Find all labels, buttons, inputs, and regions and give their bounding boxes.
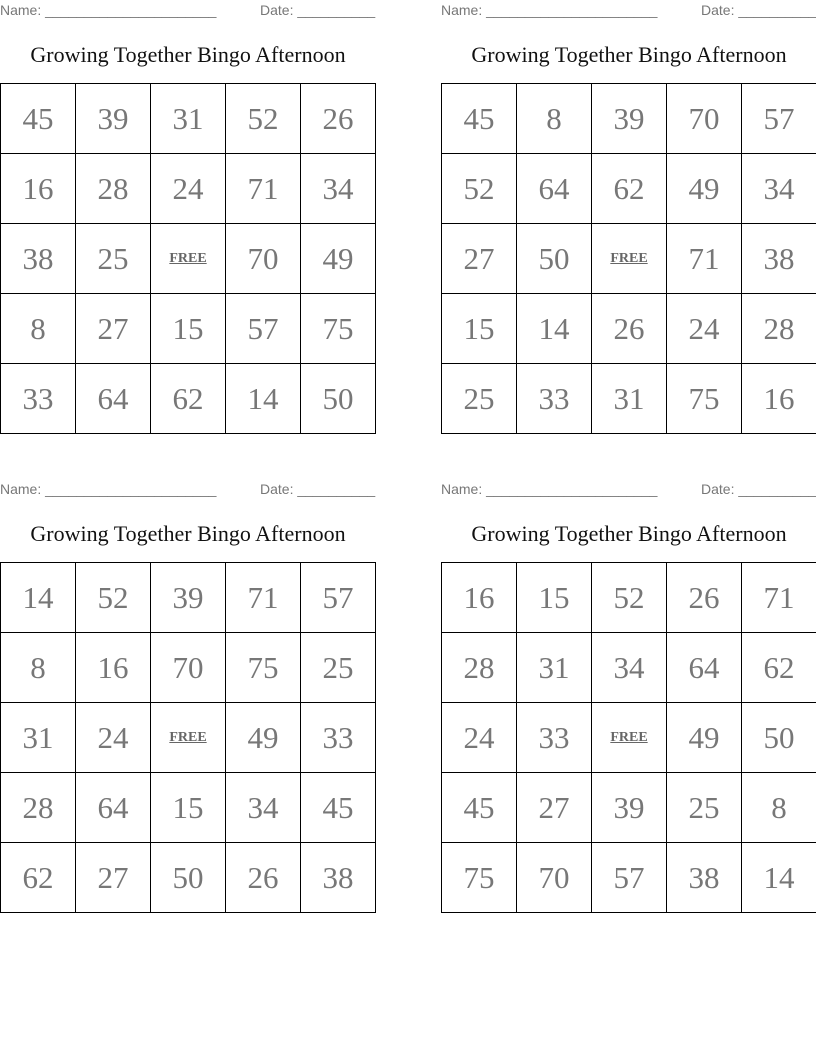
grid-row — [1, 633, 376, 703]
bingo-cell: 15 — [442, 294, 517, 364]
bingo-cell: 24 — [76, 703, 151, 773]
bingo-cell: 28 — [1, 773, 76, 843]
bingo-cell: 33 — [301, 703, 376, 773]
bingo-cell: 14 — [742, 843, 816, 913]
free-space: FREE — [151, 703, 226, 773]
bingo-cell: 14 — [517, 294, 592, 364]
name-field: Name: ______________________ — [441, 481, 658, 497]
grid-row — [1, 364, 376, 434]
bingo-cell: 33 — [1, 364, 76, 434]
bingo-cell: 49 — [301, 224, 376, 294]
free-space: FREE — [592, 703, 667, 773]
bingo-cell: 8 — [1, 633, 76, 703]
bingo-cell: 70 — [226, 224, 301, 294]
card-title: Growing Together Bingo Afternoon — [471, 42, 787, 67]
grid-row — [442, 633, 816, 703]
bingo-cell: 75 — [301, 294, 376, 364]
bingo-cell: 27 — [76, 294, 151, 364]
bingo-cell: 14 — [226, 364, 301, 434]
bingo-cell: 75 — [442, 843, 517, 913]
name-field: Name: ______________________ — [441, 2, 658, 18]
bingo-cell: 33 — [517, 703, 592, 773]
free-space: FREE — [592, 224, 667, 294]
grid-row — [442, 84, 816, 154]
bingo-cell: 27 — [442, 224, 517, 294]
bingo-cell: 57 — [226, 294, 301, 364]
bingo-cell: 34 — [301, 154, 376, 224]
grid-row — [1, 154, 376, 224]
bingo-cell: 49 — [667, 154, 742, 224]
bingo-cell: 49 — [667, 703, 742, 773]
bingo-cell: 31 — [592, 364, 667, 434]
grid-row — [1, 773, 376, 843]
bingo-cell: 39 — [76, 84, 151, 154]
grid-row — [1, 84, 376, 154]
bingo-cell: 24 — [667, 294, 742, 364]
bingo-cell: 15 — [151, 773, 226, 843]
grid-row — [1, 703, 376, 773]
bingo-cell: 57 — [301, 563, 376, 633]
grid-row — [442, 154, 816, 224]
grid-row — [1, 843, 376, 913]
bingo-cell: 14 — [1, 563, 76, 633]
bingo-cell: 50 — [517, 224, 592, 294]
bingo-cell: 70 — [151, 633, 226, 703]
grid-row — [1, 563, 376, 633]
bingo-cell: 71 — [742, 563, 816, 633]
bingo-cell: 26 — [667, 563, 742, 633]
bingo-cell: 64 — [667, 633, 742, 703]
grid-row — [442, 364, 816, 434]
bingo-cell: 62 — [742, 633, 816, 703]
bingo-cell: 71 — [226, 154, 301, 224]
card-title: Growing Together Bingo Afternoon — [30, 521, 346, 546]
bingo-cell: 38 — [301, 843, 376, 913]
bingo-cell: 50 — [151, 843, 226, 913]
card-header — [441, 479, 816, 499]
card-header — [441, 0, 816, 20]
bingo-cell: 45 — [301, 773, 376, 843]
bingo-cell: 71 — [667, 224, 742, 294]
bingo-cell: 38 — [667, 843, 742, 913]
bingo-cell: 71 — [226, 563, 301, 633]
bingo-cell: 57 — [592, 843, 667, 913]
bingo-cell: 28 — [76, 154, 151, 224]
bingo-cell: 15 — [517, 563, 592, 633]
bingo-grid — [441, 83, 816, 434]
grid-row — [442, 563, 816, 633]
bingo-cell: 75 — [226, 633, 301, 703]
bingo-cell: 16 — [442, 563, 517, 633]
bingo-cell: 16 — [742, 364, 816, 434]
bingo-cell: 27 — [76, 843, 151, 913]
bingo-cell: 33 — [517, 364, 592, 434]
bingo-cell: 27 — [517, 773, 592, 843]
bingo-cell: 64 — [76, 773, 151, 843]
bingo-cell: 25 — [667, 773, 742, 843]
date-field: Date: __________ — [260, 481, 376, 497]
date-field: Date: __________ — [701, 2, 816, 18]
bingo-cell: 45 — [1, 84, 76, 154]
bingo-cell: 75 — [667, 364, 742, 434]
bingo-cell: 28 — [742, 294, 816, 364]
bingo-cell: 34 — [742, 154, 816, 224]
card-title: Growing Together Bingo Afternoon — [30, 42, 346, 67]
bingo-cell: 52 — [76, 563, 151, 633]
bingo-cell: 25 — [76, 224, 151, 294]
bingo-cell: 31 — [1, 703, 76, 773]
date-field: Date: __________ — [260, 2, 376, 18]
bingo-cell: 15 — [151, 294, 226, 364]
card-header — [0, 479, 376, 499]
card-header — [0, 0, 376, 20]
bingo-cell: 24 — [442, 703, 517, 773]
bingo-cell: 62 — [592, 154, 667, 224]
grid-row — [1, 224, 376, 294]
bingo-cell: 70 — [517, 843, 592, 913]
bingo-cell: 52 — [592, 563, 667, 633]
grid-row — [442, 294, 816, 364]
bingo-cell: 50 — [301, 364, 376, 434]
bingo-cell: 31 — [151, 84, 226, 154]
bingo-cell: 39 — [592, 84, 667, 154]
grid-row — [442, 703, 816, 773]
bingo-cell: 31 — [517, 633, 592, 703]
bingo-cell: 8 — [517, 84, 592, 154]
name-field: Name: ______________________ — [0, 481, 217, 497]
bingo-cell: 45 — [442, 773, 517, 843]
bingo-cell: 49 — [226, 703, 301, 773]
bingo-cell: 38 — [742, 224, 816, 294]
bingo-cell: 52 — [442, 154, 517, 224]
card-title: Growing Together Bingo Afternoon — [471, 521, 787, 546]
bingo-cell: 39 — [592, 773, 667, 843]
bingo-cell: 39 — [151, 563, 226, 633]
bingo-cell: 16 — [76, 633, 151, 703]
bingo-cell: 70 — [667, 84, 742, 154]
bingo-cell: 45 — [442, 84, 517, 154]
name-field: Name: ______________________ — [0, 2, 217, 18]
bingo-cell: 34 — [592, 633, 667, 703]
bingo-cell: 57 — [742, 84, 816, 154]
bingo-cell: 64 — [76, 364, 151, 434]
bingo-cell: 25 — [442, 364, 517, 434]
grid-row — [442, 773, 816, 843]
free-space: FREE — [151, 224, 226, 294]
grid-row — [442, 224, 816, 294]
bingo-cell: 34 — [226, 773, 301, 843]
bingo-cell: 16 — [1, 154, 76, 224]
bingo-cell: 52 — [226, 84, 301, 154]
bingo-cell: 62 — [151, 364, 226, 434]
grid-row — [1, 294, 376, 364]
bingo-grid — [0, 83, 376, 434]
bingo-cell: 26 — [301, 84, 376, 154]
bingo-cell: 64 — [517, 154, 592, 224]
bingo-cell: 62 — [1, 843, 76, 913]
bingo-cell: 26 — [592, 294, 667, 364]
bingo-cell: 8 — [742, 773, 816, 843]
date-field: Date: __________ — [701, 481, 816, 497]
bingo-cell: 8 — [1, 294, 76, 364]
bingo-grid — [441, 562, 816, 913]
bingo-cell: 28 — [442, 633, 517, 703]
bingo-cell: 26 — [226, 843, 301, 913]
bingo-cell: 24 — [151, 154, 226, 224]
bingo-cell: 25 — [301, 633, 376, 703]
bingo-cell: 50 — [742, 703, 816, 773]
bingo-grid — [0, 562, 376, 913]
bingo-cell: 38 — [1, 224, 76, 294]
grid-row — [442, 843, 816, 913]
